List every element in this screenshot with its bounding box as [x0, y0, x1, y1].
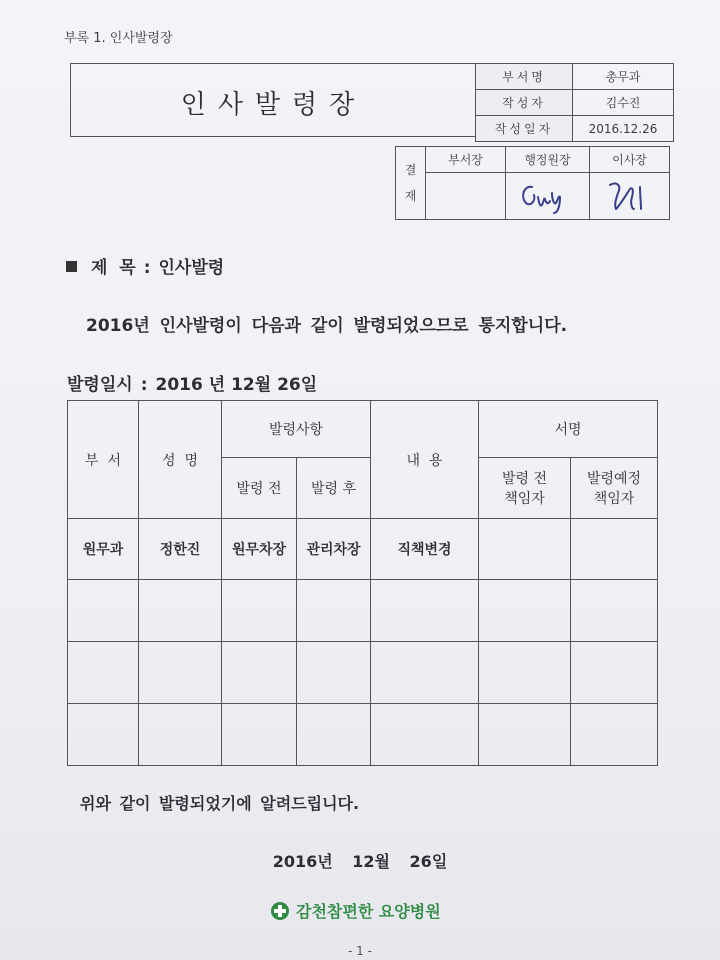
- document-meta-table: [475, 63, 674, 142]
- cell-content: 직책변경: [371, 519, 479, 580]
- meta-value: 2016.12.26: [573, 116, 674, 142]
- approval-label: [396, 147, 426, 220]
- header-after: 발령 후: [297, 458, 371, 519]
- subject-label: 제 목: [91, 258, 136, 278]
- document-date: 2016년 12월 26일: [272, 852, 448, 871]
- header-content: 내 용: [371, 401, 479, 519]
- approval-label-text: 결 재: [404, 163, 417, 203]
- cell-dept: 원무과: [68, 519, 139, 580]
- approval-sign-cell: [590, 173, 670, 220]
- meta-value: 김수진: [573, 90, 674, 116]
- header-dept: 부 서: [68, 401, 139, 519]
- approver-title: 이사장: [590, 147, 670, 173]
- issue-date-label: 발령일시: [67, 375, 133, 395]
- header-sign-before: 발령 전 책임자: [479, 458, 571, 519]
- cell-name: 정한진: [139, 519, 222, 580]
- approver-title: 행정원장: [506, 147, 590, 173]
- issue-date-line: [67, 370, 317, 395]
- subject-separator: :: [143, 258, 151, 278]
- approval-table: [395, 146, 670, 220]
- approval-sign-cell: [506, 173, 590, 220]
- signature-mark: [594, 175, 666, 215]
- notice-text: 2016년 인사발령이 다음과 같이 발령되었으므로 통지합니다.: [86, 316, 568, 336]
- header-name: 성 명: [139, 401, 222, 519]
- appendix-label: 부록 1. 인사발령장: [64, 31, 173, 46]
- table-row-empty: [68, 580, 658, 642]
- meta-value: 총무과: [573, 64, 674, 90]
- closing-text: 위와 같이 발령되었기에 알려드립니다.: [80, 794, 360, 813]
- table-row-empty: [68, 704, 658, 766]
- table-row-empty: [68, 642, 658, 704]
- cell-sign-after: [571, 519, 658, 580]
- meta-key: 작성자: [476, 90, 573, 116]
- meta-key: 부서명: [476, 64, 573, 90]
- document-title: 인사발령장: [180, 90, 367, 120]
- hospital-logo-icon: [270, 901, 290, 921]
- cell-before: 원무차장: [222, 519, 297, 580]
- page-number: - 1 -: [348, 944, 372, 958]
- approver-title: 부서장: [426, 147, 506, 173]
- issue-date-value: 2016 년 12월 26일: [155, 375, 318, 395]
- approval-sign-cell: [426, 173, 506, 220]
- subject-line: [66, 253, 224, 278]
- title-box: [70, 63, 477, 137]
- table-header-row: [68, 401, 658, 458]
- appointment-table: [67, 400, 658, 766]
- organization-name: 감천참편한 요양병원: [296, 902, 441, 921]
- subject-value: 인사발령: [158, 258, 225, 278]
- header-signature: 서명: [479, 401, 658, 458]
- organization-line: [270, 899, 441, 922]
- header-appointment: 발령사항: [222, 401, 371, 458]
- meta-row: [476, 90, 674, 116]
- cell-after: 관리차장: [297, 519, 371, 580]
- cell-sign-before: [479, 519, 571, 580]
- issue-date-separator: :: [140, 375, 148, 395]
- meta-key: 작성일자: [476, 116, 573, 142]
- signature-mark: [510, 175, 586, 215]
- header-before: 발령 전: [222, 458, 297, 519]
- meta-row: [476, 64, 674, 90]
- bullet-square-icon: [66, 261, 77, 272]
- table-row: [68, 519, 658, 580]
- meta-row: [476, 116, 674, 142]
- header-sign-after: 발령예정 책임자: [571, 458, 658, 519]
